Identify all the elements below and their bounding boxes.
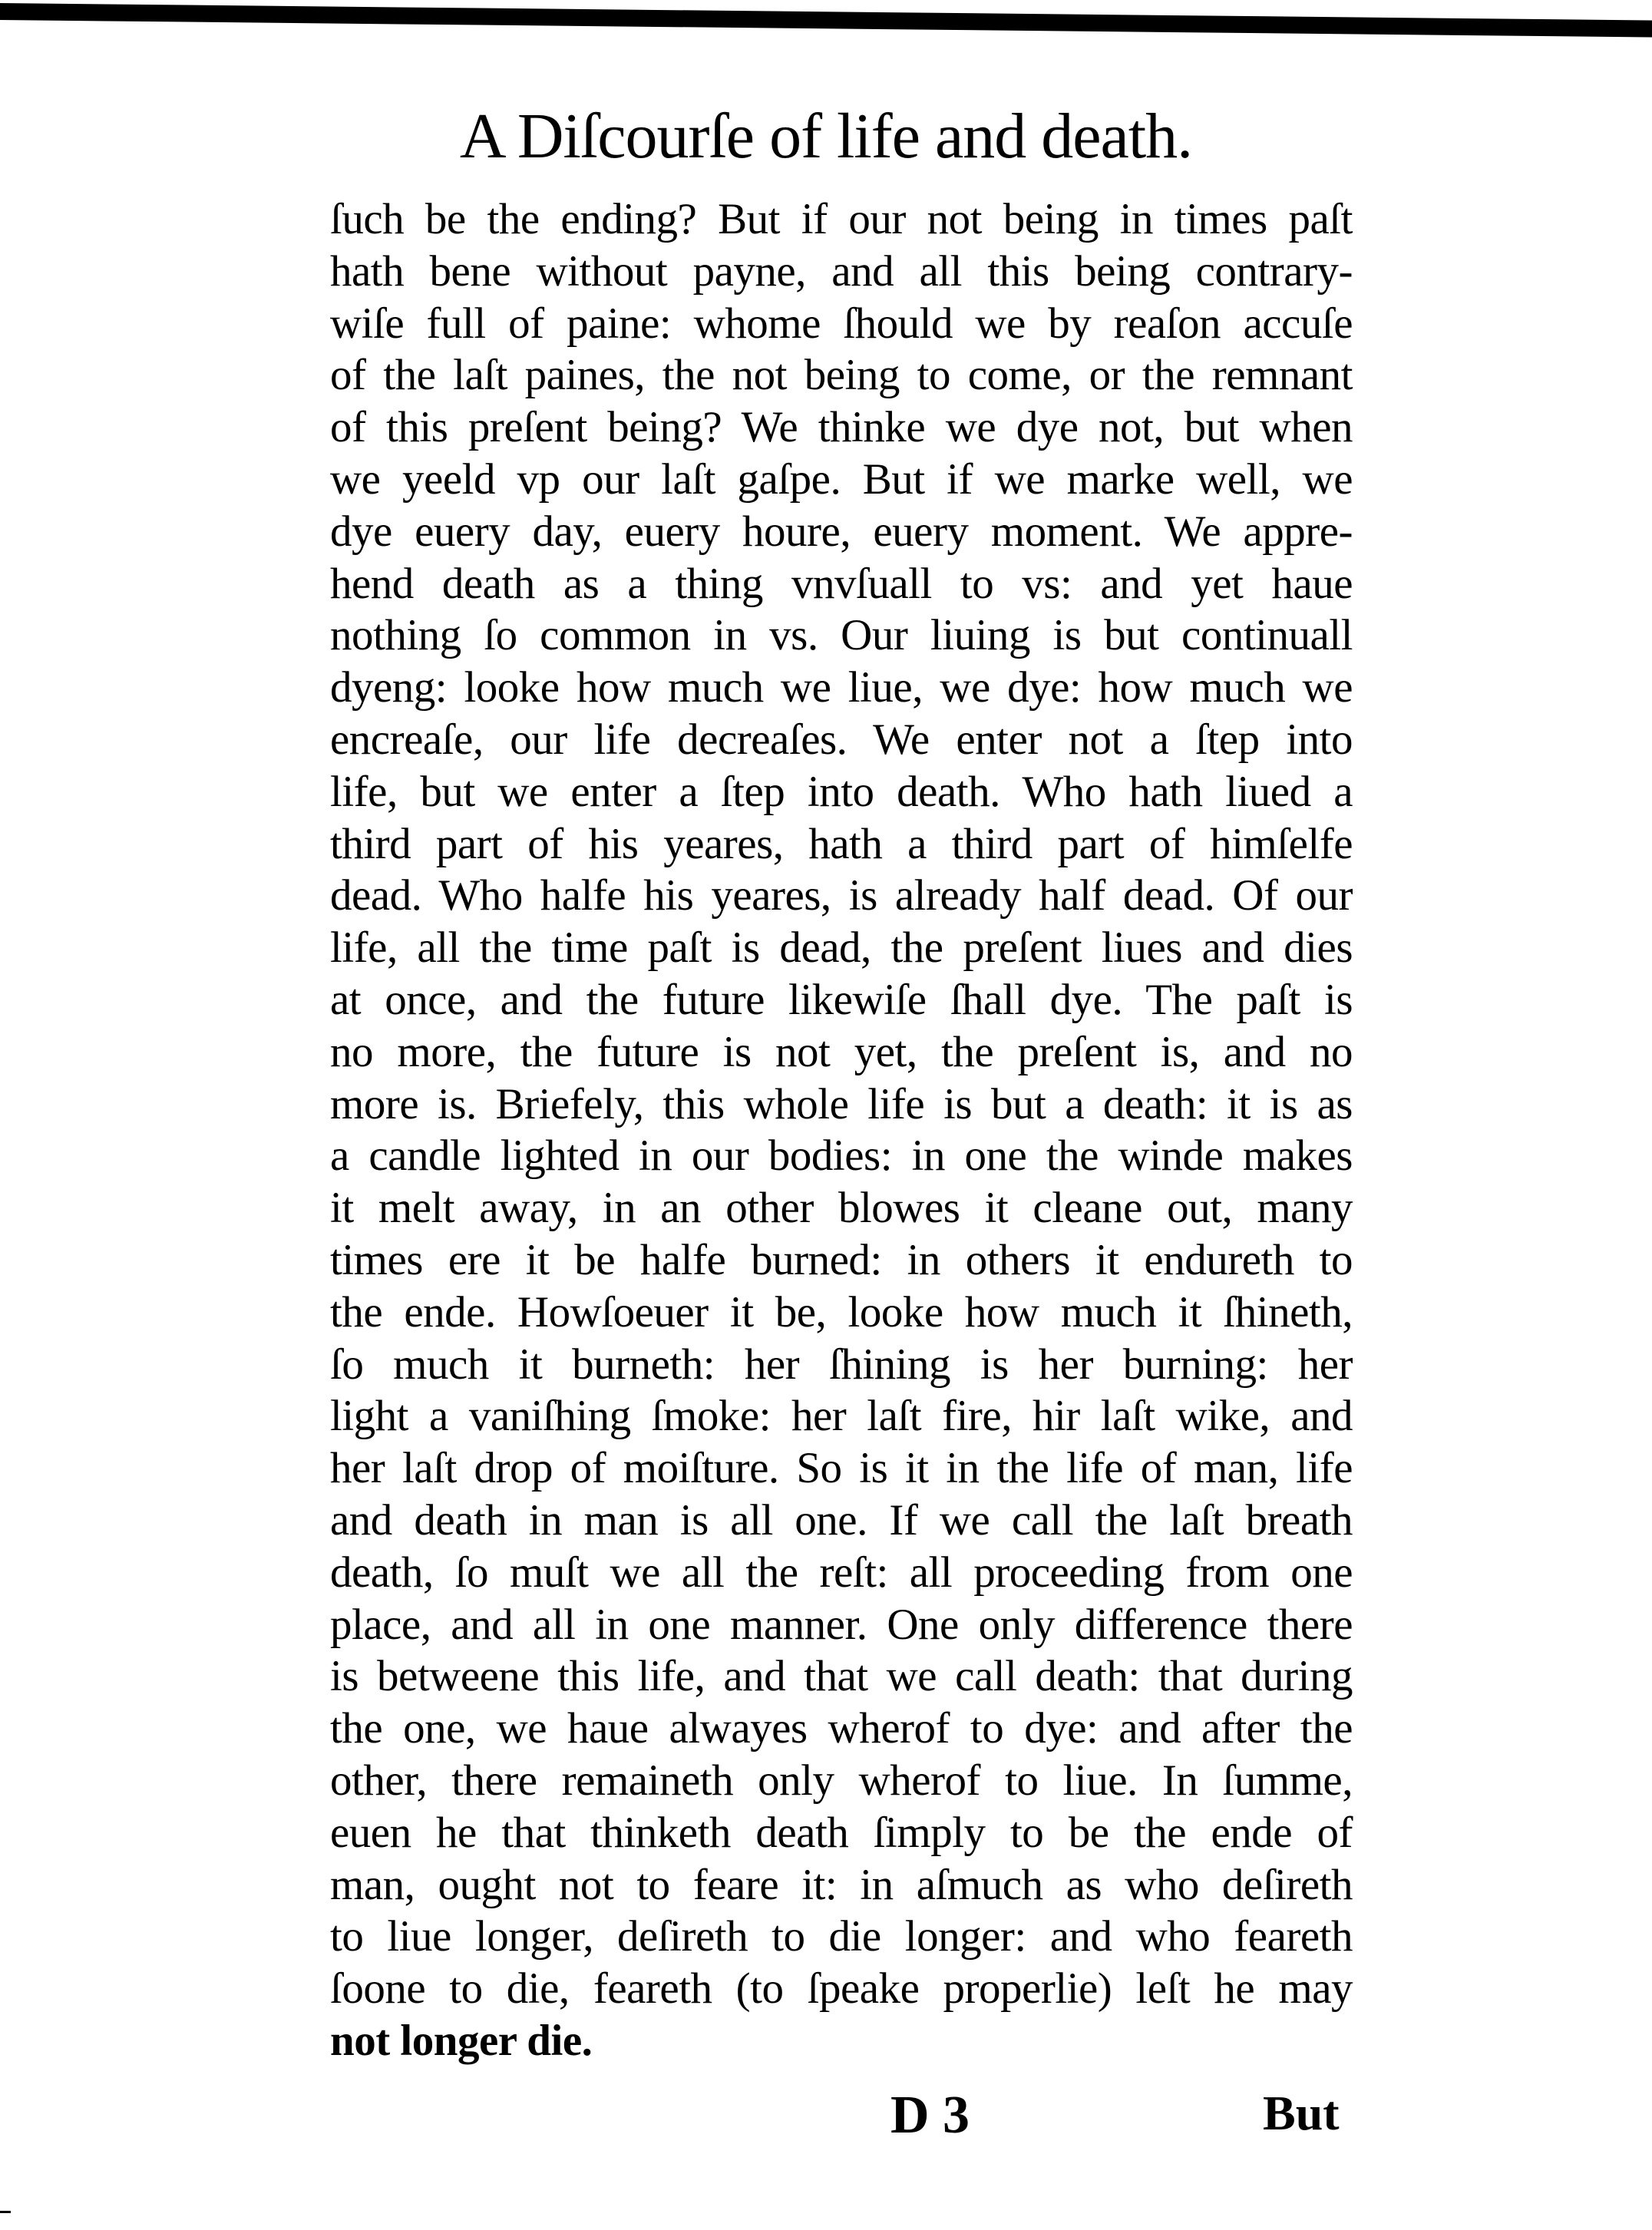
text-line: to liue longer, deſireth to die longer: and who feareth [330, 1912, 1353, 1961]
margin-mark [0, 2211, 11, 2213]
text-line: dead. Who halfe his yeares, is already half dead. Of our [330, 871, 1353, 920]
text-line: life, all the time paſt is dead, the preſent liues and dies [330, 923, 1353, 973]
text-line: nothing ſo common in vs. Our liuing is but continuall [330, 611, 1353, 660]
text-line: dyeng: looke how much we liue, we dye: how much we [330, 663, 1353, 712]
text-line: ſo much it burneth: her ſhining is her burning: her [330, 1340, 1353, 1389]
text-line: times ere it be halfe burned: in others it endureth to [330, 1235, 1353, 1284]
text-line: life, but we enter a ſtep into death. Who hath liued a [330, 767, 1353, 816]
text-line: hend death as a thing vnvſuall to vs: and yet haue [330, 559, 1353, 608]
text-line: dye euery day, euery houre, euery moment. We appre- [330, 507, 1353, 556]
text-line: at once, and the future likewiſe ſhall dye. The paſt is [330, 975, 1353, 1024]
top-border-rule [0, 3, 1652, 38]
text-line: not longer die. [330, 2016, 593, 2065]
text-line: ſuch be the ending? But if our not being in times paſt [330, 195, 1353, 243]
text-line: her laſt drop of moiſture. So is it in the life of man, life [330, 1444, 1353, 1493]
text-line: no more, the future is not yet, the preſent is, and no [330, 1027, 1353, 1076]
text-line: we yeeld vp our laſt gaſpe. But if we marke well, we [330, 454, 1353, 504]
running-title: A Diſcourſe of life and death. [459, 101, 1193, 172]
text-line: place, and all in one manner. One only difference there [330, 1600, 1353, 1649]
text-line: more is. Briefely, this whole life is but a death: it is as [330, 1079, 1353, 1128]
text-line: encreaſe, our life decreaſes. We enter not a ſtep into [330, 715, 1353, 764]
text-line: of the laſt paines, the not being to come, or the remnant [330, 351, 1353, 400]
catchword: But [1263, 2086, 1340, 2140]
signature-mark: D 3 [890, 2086, 970, 2145]
text-line: third part of his yeares, hath a third part of himſelfe [330, 819, 1353, 868]
text-line: light a vaniſhing ſmoke: her laſt fire, hir laſt wike, and [330, 1392, 1353, 1441]
text-line: ſoone to die, feareth (to ſpeake properlie) leſt he may [330, 1964, 1353, 2014]
text-line: euen he that thinketh death ſimply to be the ende of [330, 1808, 1353, 1857]
text-line: a candle lighted in our bodies: in one the winde makes [330, 1132, 1353, 1181]
text-line: is betweene this life, and that we call death: that during [330, 1652, 1353, 1701]
text-line: other, there remaineth only wherof to liue. In ſumme, [330, 1756, 1353, 1805]
text-line: the one, we haue alwayes wherof to dye: and after the [330, 1704, 1353, 1753]
text-line: death, ſo muſt we all the reſt: all proceeding from one [330, 1548, 1353, 1597]
text-line: it melt away, in an other blowes it cleane out, many [330, 1184, 1353, 1233]
text-line: the ende. Howſoeuer it be, looke how much it ſhineth, [330, 1287, 1353, 1336]
text-line: of this preſent being? We thinke we dye not, but when [330, 403, 1353, 452]
text-line: and death in man is all one. If we call the laſt breath [330, 1495, 1353, 1544]
body-text [330, 193, 1353, 2067]
text-line: wiſe full of paine: whome ſhould we by reaſon accuſe [330, 299, 1353, 348]
text-line: hath bene without payne, and all this being contrary- [330, 246, 1353, 296]
text-line: man, ought not to feare it: in aſmuch as who deſireth [330, 1860, 1353, 1909]
